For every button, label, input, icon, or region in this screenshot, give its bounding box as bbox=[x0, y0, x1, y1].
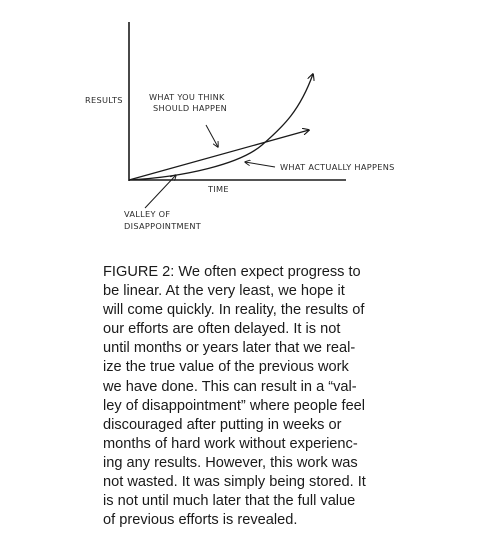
valley-label-line2: DISAPPOINTMENT bbox=[124, 221, 202, 231]
results-vs-time-diagram bbox=[0, 0, 481, 250]
y-axis-label: RESULTS bbox=[85, 95, 123, 105]
caption-line: is not until much later that the full value bbox=[103, 493, 356, 510]
x-axis-label: TIME bbox=[208, 184, 229, 194]
caption-line: until months or years later that we real- bbox=[103, 340, 356, 357]
caption-line: months of hard work without experienc- bbox=[103, 435, 358, 452]
expectation-label-line1: WHAT YOU THINK bbox=[149, 92, 225, 102]
caption-line: of previous efforts is revealed. bbox=[103, 512, 298, 529]
caption-line: ing any results. However, this work was bbox=[103, 454, 358, 471]
caption-line: not wasted. It was simply being stored. It bbox=[103, 474, 366, 491]
caption-line: ize the true value of the previous work bbox=[103, 359, 349, 376]
figure-caption bbox=[103, 263, 388, 530]
actual-label: WHAT ACTUALLY HAPPENS bbox=[280, 162, 395, 172]
caption-line: FIGURE 2: We often expect progress to bbox=[103, 264, 361, 280]
caption-line: will come quickly. In reality, the results of bbox=[103, 302, 365, 319]
valley-label-line1: VALLEY OF bbox=[124, 209, 171, 219]
expected-progress-line bbox=[129, 130, 309, 180]
caption-line: discouraged after putting in weeks or bbox=[103, 416, 342, 433]
expectation-label-line2: SHOULD HAPPEN bbox=[153, 103, 228, 113]
caption-line: our efforts are often delayed. It is not bbox=[103, 321, 341, 338]
actual-pointer-arrow bbox=[245, 162, 275, 167]
caption-line: be linear. At the very least, we hope it bbox=[103, 283, 345, 300]
caption-line: ley of disappointment” where people feel bbox=[103, 397, 366, 414]
expectation-pointer-arrow bbox=[206, 125, 218, 147]
caption-line: we have done. This can result in a “val- bbox=[103, 378, 357, 395]
